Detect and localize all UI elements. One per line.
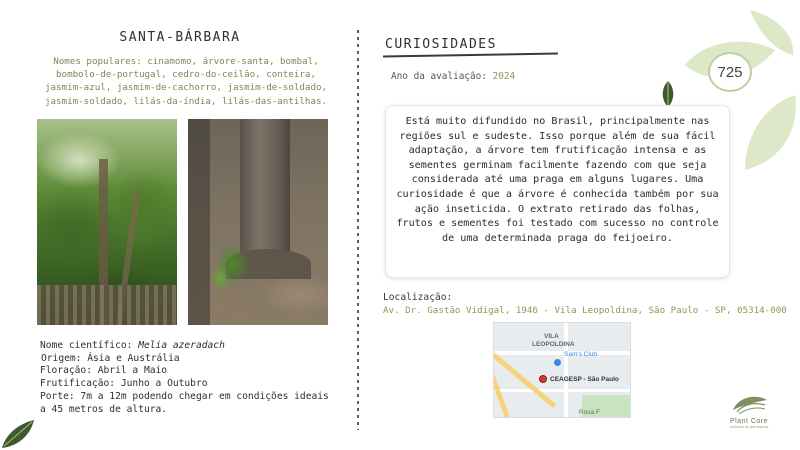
scientific-name: Melia azeradach [138, 340, 225, 351]
map-label-street: Rosa F [579, 409, 600, 416]
map-label-district2: LEOPOLDINA [532, 341, 575, 348]
map-label-store: Sam's Club [564, 351, 598, 358]
origin: Origem: Ásia e Austrália [41, 352, 180, 364]
plant-core-logo-icon [729, 392, 769, 414]
map-label-place: CEAGESP - São Paulo [550, 376, 619, 383]
location-map[interactable] [493, 322, 631, 418]
tree-trunk-photo [188, 119, 328, 325]
plant-core-logo [722, 392, 776, 429]
curiosities-text: Está muito difundido no Brasil, principalmente nas regiões sul e sudeste. Isso porque além de sua fácil adaptação, a árvore tem frutificação intensa e as sementes germinam facilmente fazendo com que seja considerada até uma praga em alguns lugares. Uma curiosidade é que a árvore é conhecida também por sua ação inseticida. O extrato retirado das folhas, frutos e sementes foi testado com sucesso no controle de uma determinada praga do feijoeiro. [385, 105, 730, 278]
location-label: Localização: [383, 292, 453, 303]
map-pin-icon[interactable] [539, 375, 547, 383]
brand-name: Plant Core [729, 418, 769, 425]
column-divider [357, 30, 359, 430]
fruiting: Frutificação: Junho a Outubro [40, 378, 208, 390]
scientific-name-row [40, 340, 330, 353]
tree-canopy-photo [37, 119, 177, 325]
plant-title: SANTA-BÁRBARA [119, 30, 241, 45]
plant-info [40, 340, 330, 416]
size: Porte: 7m a 12m podendo chegar em condições ideais a 45 metros de altura. [40, 390, 329, 415]
year-label: Ano da avaliação: [391, 71, 487, 82]
scientific-name-label: Nome científico: [40, 340, 133, 351]
leaf-icon [660, 80, 676, 108]
curiosities-title: CURIOSIDADES [385, 37, 497, 52]
flowering: Floração: Abril a Maio [40, 365, 168, 377]
leaf-decoration-bottom-left [0, 418, 36, 450]
title-underline [383, 52, 558, 57]
map-label-district: VILA [544, 333, 559, 340]
brand-tagline: cuidando do que importa [729, 425, 769, 429]
year-value: 2024 [492, 71, 516, 82]
popular-names: Nomes populares: cinamomo, árvore-santa, bombal, bombolo-de-portugal, cedro-do-ceilão, conteira, jasmim-azul, jasmim-de-cachorro, jasmim-de-soldado, jasmim-soldado, lilás-da-índia, lilás-das-antilhas. [44, 56, 328, 107]
evaluation-year [391, 71, 515, 82]
location-address[interactable]: Av. Dr. Gastão Vidigal, 1946 - Vila Leopoldina, São Paulo - SP, 05314-000 [383, 305, 787, 316]
leaf-decoration-right [740, 90, 800, 175]
plant-number-badge: 725 [708, 52, 752, 92]
store-pin-icon [554, 359, 561, 366]
